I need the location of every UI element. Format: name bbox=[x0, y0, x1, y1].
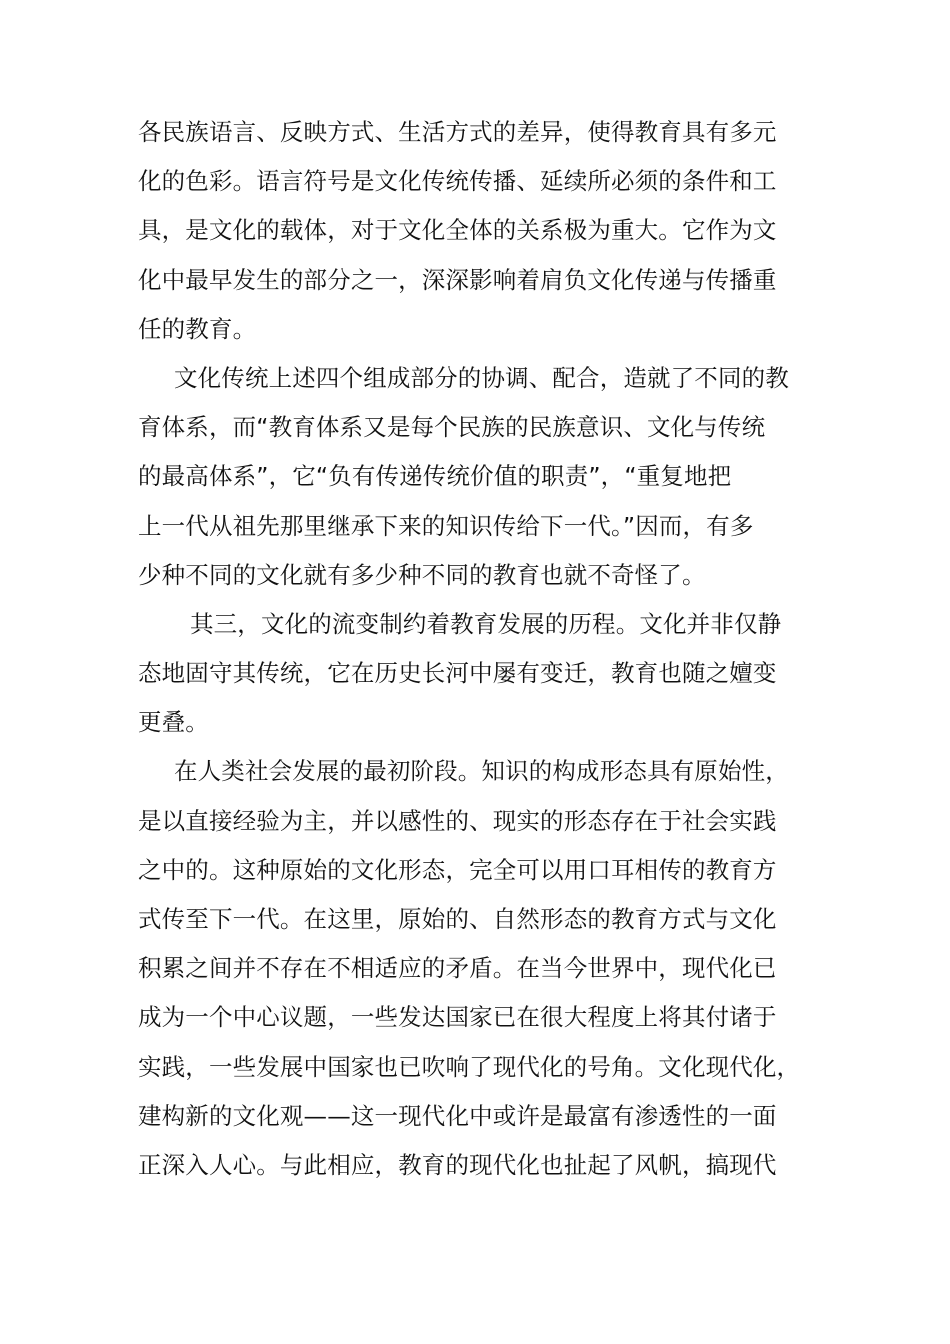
text-line: 的最高体系”，它“负有传递传统价值的职责”，“重复地把 bbox=[138, 462, 732, 491]
paragraph-education-systems bbox=[138, 354, 818, 600]
paragraph-language-diversity bbox=[138, 108, 818, 354]
text-line: 少种不同的文化就有多少种不同的教育也就不奇怪了。 bbox=[138, 560, 706, 589]
text-line: 具，是文化的载体，对于文化全体的关系极为重大。它作为文 bbox=[138, 216, 777, 245]
paragraph-third-point bbox=[138, 600, 818, 748]
text-line: 积累之间并不存在不相适应的矛盾。在当今世界中，现代化已 bbox=[138, 954, 777, 983]
text-line: 化的色彩。语言符号是文化传统传播、延续所必须的条件和工 bbox=[138, 167, 777, 196]
text-line: 态地固守其传统，它在历史长河中屡有变迁，教育也随之嬗变 bbox=[138, 659, 777, 688]
paragraph-modernization bbox=[138, 747, 818, 1190]
text-line: 是以直接经验为主，并以感性的、现实的形态存在于社会实践 bbox=[138, 806, 777, 835]
text-line: 上一代从祖先那里继承下来的知识传给下一代。”因而，有多 bbox=[138, 511, 754, 540]
text-line: 正深入人心。与此相应，教育的现代化也扯起了风帆，搞现代 bbox=[138, 1150, 777, 1179]
document-body bbox=[138, 108, 818, 1190]
text-line: 成为一个中心议题，一些发达国家已在很大程度上将其付诸于 bbox=[138, 1003, 777, 1032]
text-line: 更叠。 bbox=[138, 708, 209, 737]
text-line: 建构新的文化观——这一现代化中或许是最富有渗透性的一面 bbox=[138, 1101, 777, 1130]
text-line: 在人类社会发展的最初阶段。知识的构成形态具有原始性， bbox=[174, 757, 789, 786]
text-line: 化中最早发生的部分之一，深深影响着肩负文化传递与传播重 bbox=[138, 265, 777, 294]
text-line: 实践，一些发展中国家也已吹响了现代化的号角。文化现代化， bbox=[138, 1052, 801, 1081]
text-line: 之中的。这种原始的文化形态，完全可以用口耳相传的教育方 bbox=[138, 855, 777, 884]
text-line: 育体系，而“教育体系又是每个民族的民族意识、文化与传统 bbox=[138, 413, 766, 442]
text-line: 任的教育。 bbox=[138, 314, 257, 343]
text-line: 文化传统上述四个组成部分的协调、配合，造就了不同的教 bbox=[174, 363, 789, 392]
text-line: 式传至下一代。在这里，原始的、自然形态的教育方式与文化 bbox=[138, 905, 777, 933]
text-line: 各民族语言、反映方式、生活方式的差异，使得教育具有多元 bbox=[138, 118, 777, 146]
text-line: 其三，文化的流变制约着教育发展的历程。文化并非仅静 bbox=[190, 609, 782, 638]
